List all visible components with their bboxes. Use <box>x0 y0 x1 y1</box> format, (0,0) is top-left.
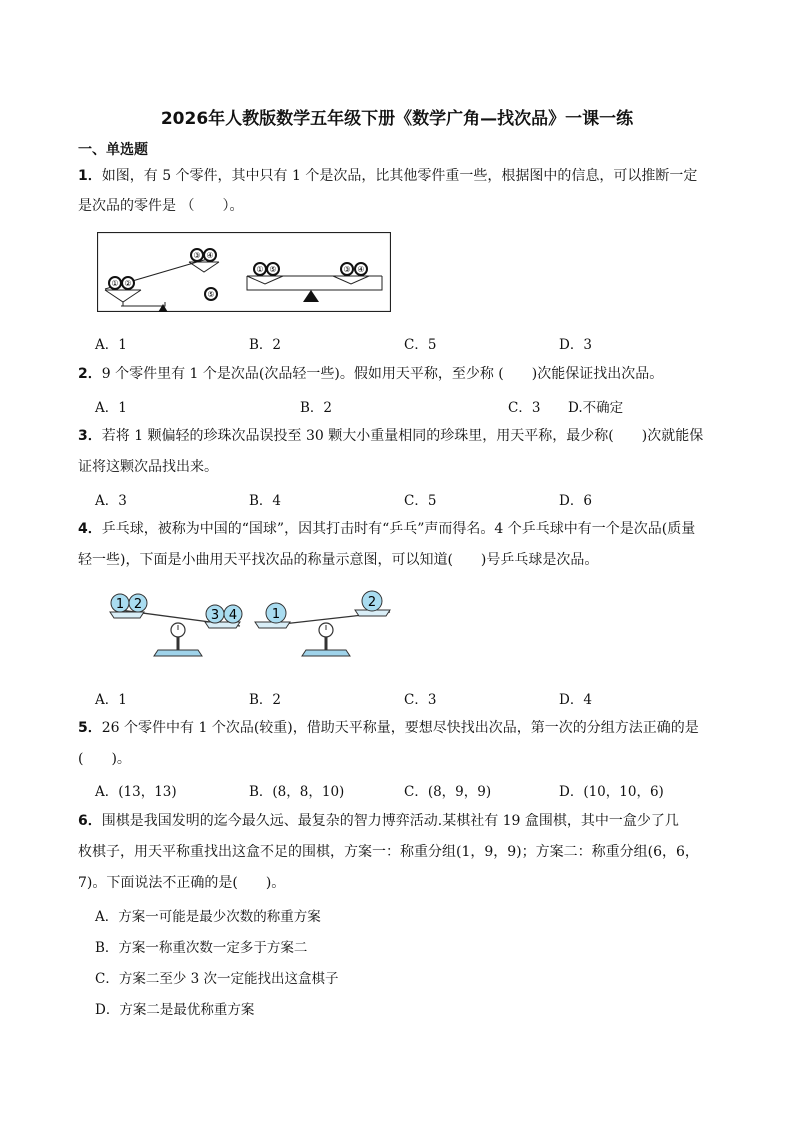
q3-option-d[interactable]: D．6 <box>559 493 592 509</box>
q1-ball-group-balanced-left <box>254 263 279 275</box>
q4-ball-label-2: 2 <box>133 597 143 612</box>
question-4-number: 4． <box>78 521 102 537</box>
q4-ball-label-3: 3 <box>210 608 220 623</box>
page-title: 2026年人教版数学五年级下册《数学广角—找次品》一课一练 <box>160 109 634 129</box>
question-4-text-1: 乒乓球，被称为中国的“国球”，因其打击时有“乒乓”声而得名。4 个乒乓球中有一个是次品(质量 <box>101 521 696 537</box>
q1-option-b[interactable]: B．2 <box>249 337 282 353</box>
q2-option-a[interactable]: A．1 <box>95 400 127 416</box>
question-6-line-3: 7)。下面说法不正确的是( )。 <box>78 875 286 891</box>
question-1-line-2: 是次品的零件是 （ ）。 <box>78 198 244 214</box>
question-5-number: 5． <box>78 720 102 736</box>
q1-option-d[interactable]: D．3 <box>559 337 592 353</box>
fulcrum-triangle <box>157 304 169 312</box>
svg-text:③: ③ <box>343 265 351 274</box>
question-5-line-2: ( )。 <box>78 751 131 767</box>
question-6-text-1: 围棋是我国发明的迄今最久远、最复杂的智力博弈活动.某棋社有 19 盒围棋，其中一盒少了几 <box>101 813 679 829</box>
q6-option-a[interactable]: A．方案一可能是最少次数的称重方案 <box>95 909 321 925</box>
question-2-text-1: 9 个零件里有 1 个是次品(次品轻一些)。假如用天平称，至少称 ( )次能保证找出次品。 <box>101 366 664 382</box>
pingpong-balance-figure-q4 <box>100 590 398 660</box>
question-3-line-2: 证将这颗次品找出来。 <box>78 459 218 475</box>
q4-ball-label-1: 1 <box>115 597 125 612</box>
q2-option-d[interactable]: D.不确定 <box>568 400 624 416</box>
q4-option-c[interactable]: C．3 <box>404 692 437 708</box>
question-6-number: 6． <box>78 813 102 829</box>
q4-ball-label-1b: 1 <box>271 607 281 622</box>
q1-ball-label-4: ④ <box>206 251 214 260</box>
fulcrum-triangle-2 <box>303 290 319 302</box>
question-3-line-1 <box>78 427 703 445</box>
svg-text:④: ④ <box>357 265 365 274</box>
q3-option-c[interactable]: C．5 <box>404 493 437 509</box>
question-3-number: 3． <box>78 428 102 444</box>
q4-option-b[interactable]: B．2 <box>249 692 282 708</box>
question-1-number: 1． <box>78 168 102 184</box>
q1-ball-label-3: ③ <box>193 251 201 260</box>
question-4-line-2: 轻一些)，下面是小曲用天平找次品的称量示意图，可以知道( )号乒乓球是次品。 <box>78 552 599 568</box>
question-5-text-1: 26 个零件中有 1 个次品(较重)，借助天平称量，要想尽快找出次品，第一次的分组方法正确的是 <box>101 720 699 736</box>
q4-option-a[interactable]: A．1 <box>95 692 127 708</box>
question-3-text-1: 若将 1 颗偏轻的珍珠次品误投至 30 颗大小重量相同的珍珠里，用天平称，最少称( )次就能保 <box>101 428 704 444</box>
scale-1 <box>110 594 242 656</box>
q4-ball-label-4: 4 <box>228 608 238 623</box>
question-4-line-1 <box>78 520 695 538</box>
q2-option-c[interactable]: C．3 <box>508 400 541 416</box>
q1-ball-aside <box>205 288 217 300</box>
question-2-line-1 <box>78 365 663 383</box>
q5-option-d[interactable]: D．(10，10，6) <box>559 784 664 800</box>
q6-option-d[interactable]: D．方案二是最优称重方案 <box>95 1002 255 1018</box>
q1-ball-group-balanced-right <box>341 263 367 275</box>
q4-ball-label-2b: 2 <box>367 595 377 610</box>
q2-option-b[interactable]: B．2 <box>300 400 333 416</box>
question-5-line-1 <box>78 719 699 737</box>
scale-2 <box>255 591 390 656</box>
q3-option-b[interactable]: B．4 <box>249 493 282 509</box>
section-heading: 一、单选题 <box>78 142 148 158</box>
q1-option-a[interactable]: A．1 <box>95 337 127 353</box>
question-1-line-1 <box>78 167 697 185</box>
q1-ball-group-high <box>191 249 216 261</box>
q5-option-c[interactable]: C．(8，9，9) <box>404 784 492 800</box>
q1-ball-label-2: ② <box>124 279 132 288</box>
svg-text:①: ① <box>256 265 264 274</box>
q6-option-b[interactable]: B．方案一称重次数一定多于方案二 <box>95 940 308 956</box>
q4-option-d[interactable]: D．4 <box>559 692 592 708</box>
q5-option-a[interactable]: A．(13，13) <box>95 784 177 800</box>
q6-option-c[interactable]: C．方案二至少 3 次一定能找出这盒棋子 <box>95 971 339 987</box>
q1-ball-label-5: ⑤ <box>207 290 215 299</box>
question-6-line-2: 枚棋子，用天平称重找出这盒不足的围棋，方案一：称重分组(1，9，9)；方案二：称重分组(6，6， <box>78 844 699 860</box>
question-2-number: 2． <box>78 366 102 382</box>
svg-text:⑤: ⑤ <box>269 265 277 274</box>
q1-ball-group-low <box>109 277 134 289</box>
q1-ball-label-1: ① <box>111 279 119 288</box>
question-6-line-1 <box>78 812 679 830</box>
balance-figure-q1 <box>97 232 391 312</box>
q3-option-a[interactable]: A．3 <box>95 493 127 509</box>
question-1-text-1: 如图，有 5 个零件，其中只有 1 个是次品，比其他零件重一些，根据图中的信息，可以推断一定 <box>101 168 698 184</box>
q1-option-c[interactable]: C．5 <box>404 337 437 353</box>
q5-option-b[interactable]: B．(8，8，10) <box>249 784 345 800</box>
